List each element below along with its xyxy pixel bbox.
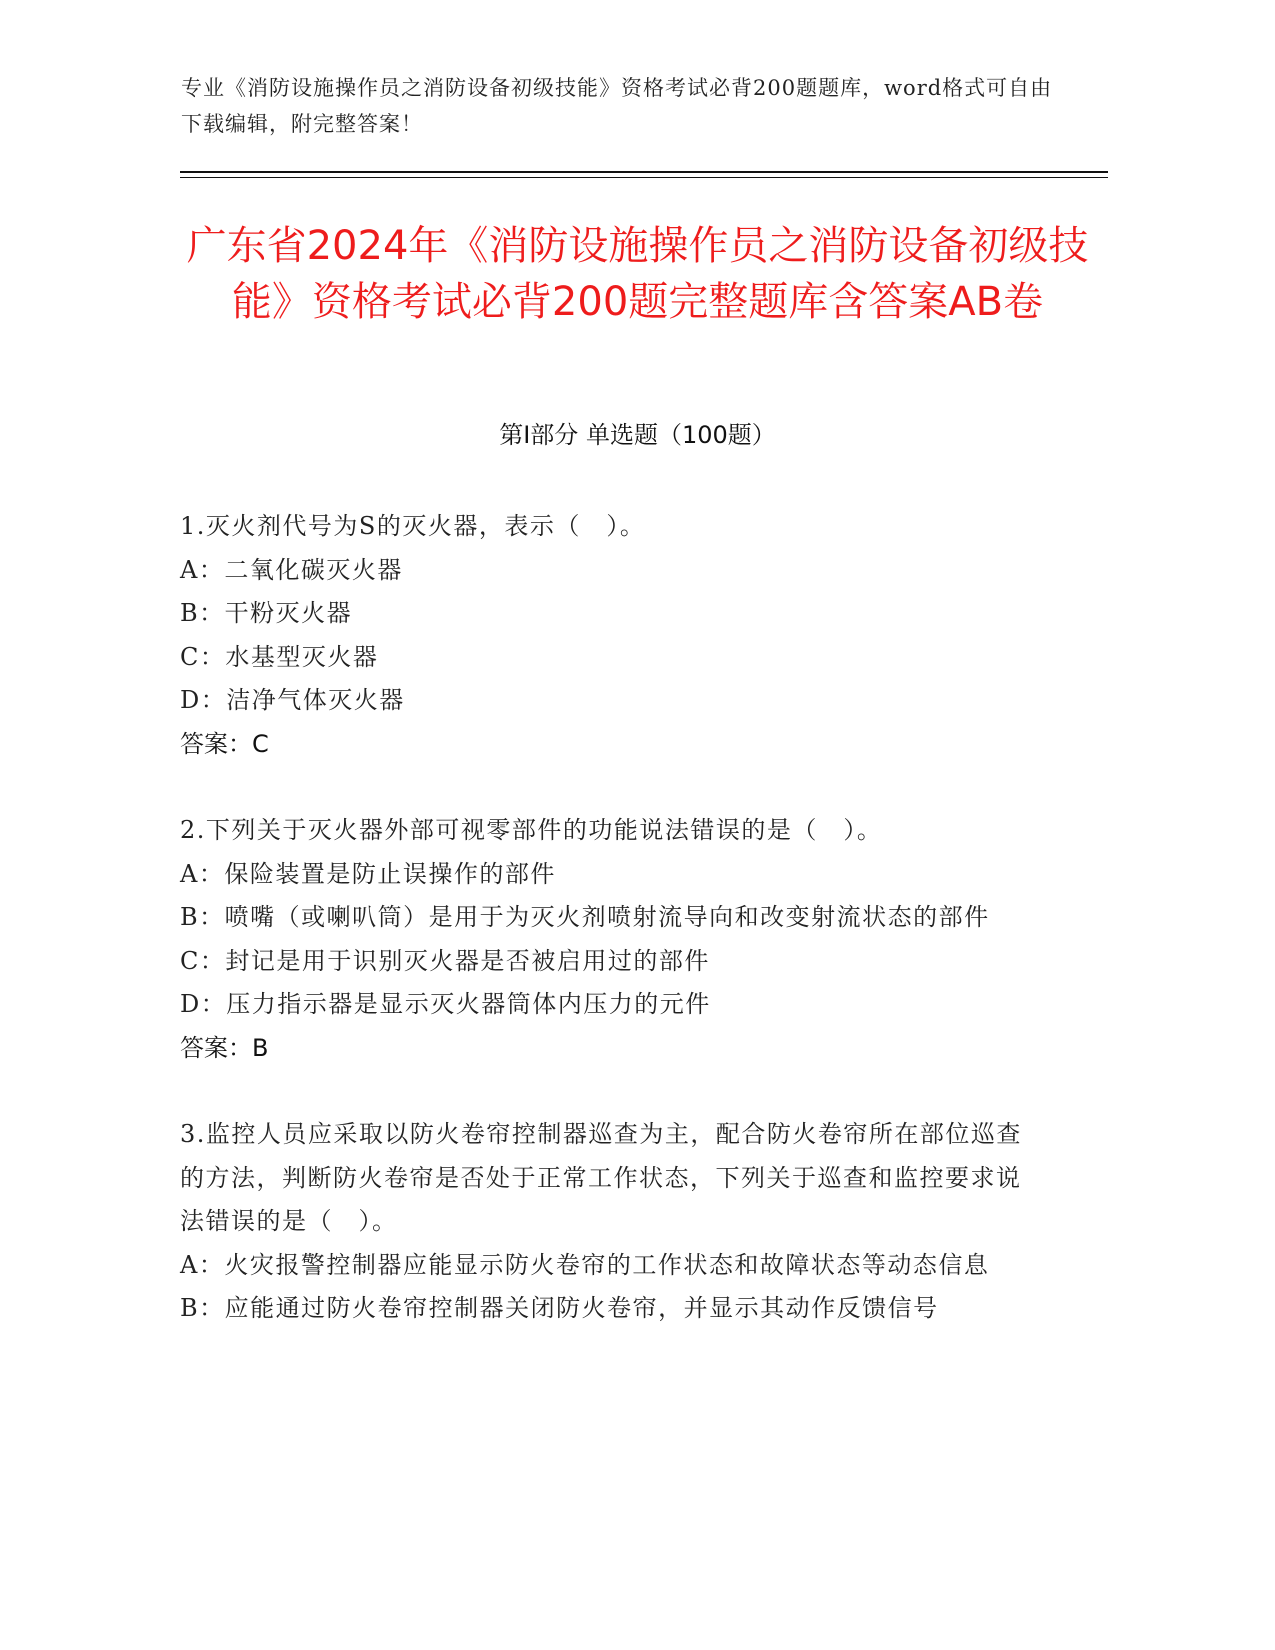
question-1 (180, 505, 1040, 766)
question-list (180, 505, 1040, 1374)
option-b: B：干粉灭火器 (180, 599, 353, 627)
option-c: C：封记是用于识别灭火器是否被启用过的部件 (180, 946, 710, 975)
option-b: B：应能通过防火卷帘控制器关闭防火卷帘，并显示其动作反馈信号 (180, 1294, 939, 1322)
option-b: B：喷嘴（或喇叭筒）是用于为灭火剂喷射流导向和改变射流状态的部件 (180, 903, 990, 931)
option-a: A：二氧化碳灭火器 (180, 555, 403, 584)
header-note: 专业《消防设施操作员之消防设备初级技能》资格考试必背200题题库，word格式可自由下载编辑，附完整答案！ (181, 76, 1053, 136)
question-stem: 2.下列关于灭火器外部可视零部件的功能说法错误的是（ ）。 (180, 816, 883, 844)
question-stem: 3.监控人员应采取以防火卷帘控制器巡查为主，配合防火卷帘所在部位巡查的方法，判断防火卷帘是否处于正常工作状态，下列关于巡查和监控要求说法错误的是（ ）。 (180, 1120, 1022, 1235)
option-c: C：水基型灭火器 (180, 642, 379, 671)
option-d: D：压力指示器是显示灭火器筒体内压力的元件 (180, 990, 711, 1018)
option-d: D：洁净气体灭火器 (180, 686, 405, 714)
question-stem: 1.灭火剂代号为S的灭火器，表示（ ）。 (180, 512, 646, 540)
question-3 (180, 1113, 1040, 1331)
answer: 答案：C (180, 729, 269, 758)
header-rule-thick (180, 171, 1108, 173)
question-2 (180, 809, 1040, 1070)
option-a: A：火灾报警控制器应能显示防火卷帘的工作状态和故障状态等动态信息 (180, 1250, 990, 1279)
answer: 答案：B (180, 1033, 269, 1062)
document-title: 广东省2024年《消防设施操作员之消防设备初级技能》资格考试必背200题完整题库含答案AB卷 (186, 223, 1089, 325)
header-rule-thin (180, 177, 1108, 178)
option-a: A：保险装置是防止误操作的部件 (180, 859, 556, 888)
section-heading: 第I部分 单选题（100题） (499, 421, 776, 449)
